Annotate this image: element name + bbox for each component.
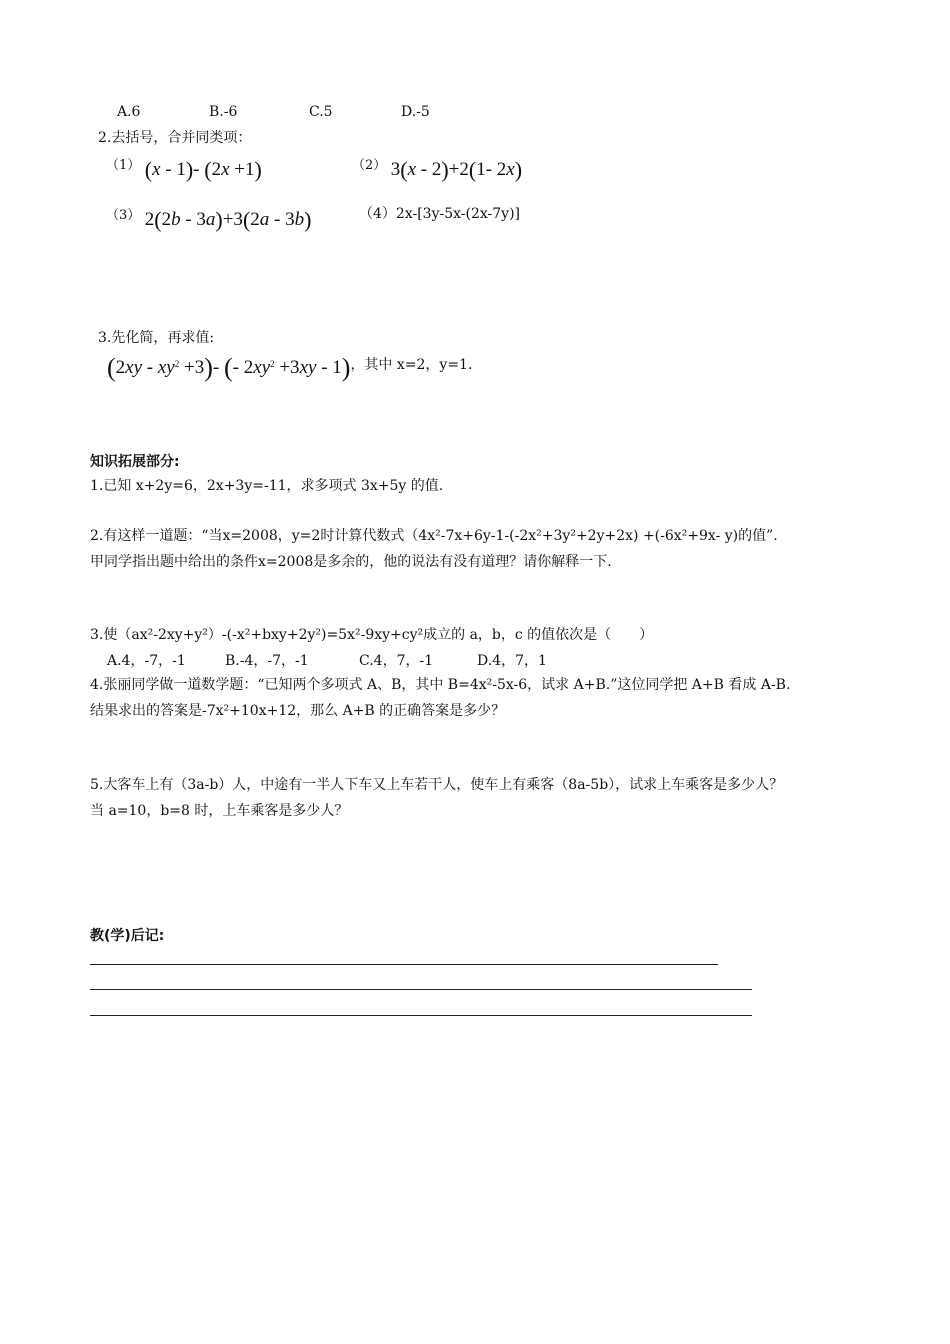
q3-condition: ，其中 x=2，y=1. <box>350 357 473 373</box>
q2-item-4-label: （4） <box>359 206 396 222</box>
q2-item-3 <box>106 207 312 232</box>
q3-expression: $(2xy - xy^2 +3)-$ (- $2xy^2 +3xy - 1$) <box>107 353 351 382</box>
postscript-rule-3 <box>90 1015 752 1016</box>
option-a: A.6 <box>117 104 141 120</box>
q2-item-4-expr: 2x-[3y-5x-(2x-7y)] <box>395 206 520 222</box>
q2-item-2-expr: 3(x - 2)+2(1- 2x) <box>390 157 523 182</box>
ext-p3-option-d: D.4，7，1 <box>477 653 547 669</box>
ext-problem-3-options <box>107 651 547 671</box>
postscript-rule-1 <box>90 964 718 965</box>
ext-problem-5-line-2: 当 a=10，b=8 时，上车乘客是多少人？ <box>90 803 349 819</box>
option-b: B.-6 <box>209 104 238 120</box>
ext-p3-option-a: A.4，-7，-1 <box>107 653 186 669</box>
q2-item-2 <box>352 157 523 182</box>
option-d: D.-5 <box>401 104 430 120</box>
q2-item-1-label: （1） <box>106 158 141 173</box>
ext-problem-4-line-2: 结果求出的答案是-7x²+10x+12，那么 A+B 的正确答案是多少？ <box>90 703 506 719</box>
extension-heading: 知识拓展部分: <box>90 454 180 470</box>
ext-p3-option-b: B.-4，-7，-1 <box>225 653 309 669</box>
postscript-rule-2 <box>90 989 752 990</box>
ext-problem-1: 1.已知 x+2y=6，2x+3y=-11，求多项式 3x+5y 的值. <box>90 478 444 494</box>
q2-item-1 <box>106 157 262 182</box>
q3-title: 3.先化简，再求值: <box>98 330 215 346</box>
q2-item-4 <box>359 204 520 224</box>
ext-p3-option-c: C.4，7，-1 <box>359 653 434 669</box>
q2-item-2-label: （2） <box>352 158 387 173</box>
postscript-heading: 教(学)后记: <box>90 928 165 944</box>
ext-problem-3-line-1: 3.使（ax²-2xy+y²）-(-x²+bxy+2y²)=5x²-9xy+cy²成立的 a，b，c 的值依次是（ ） <box>90 627 654 643</box>
ext-problem-4-line-1: 4.张丽同学做一道数学题：“已知两个多项式 A、B，其中 B=4x²-5x-6，试求 A+B.”这位同学把 A+B 看成 A-B. <box>90 677 791 693</box>
option-c: C.5 <box>309 104 333 120</box>
q2-title: 2.去括号，合并同类项： <box>98 130 252 146</box>
q2-item-3-expr: 2(2b - 3a)+3(2a - 3b) <box>144 207 312 232</box>
q1-options <box>117 102 430 122</box>
q2-item-1-expr: (x - 1)- (2x +1) <box>144 157 262 182</box>
ext-problem-2-line-2: 甲同学指出题中给出的条件x=2008是多余的，他的说法有没有道理？请你解释一下. <box>90 554 612 570</box>
ext-problem-2-line-1: 2.有这样一道题：“当x=2008，y=2时计算代数式（4x²-7x+6y-1-(-2x²+3y²+2y+2x) +(-6x²+9x- y)的值”. <box>90 528 778 544</box>
ext-problem-5-line-1: 5.大客车上有（3a-b）人，中途有一半人下车又上车若干人，使车上有乘客（8a-5b），试求上车乘客是多少人？ <box>90 777 784 793</box>
q3-expression-row <box>107 353 473 382</box>
q2-item-3-label: （3） <box>106 208 141 223</box>
